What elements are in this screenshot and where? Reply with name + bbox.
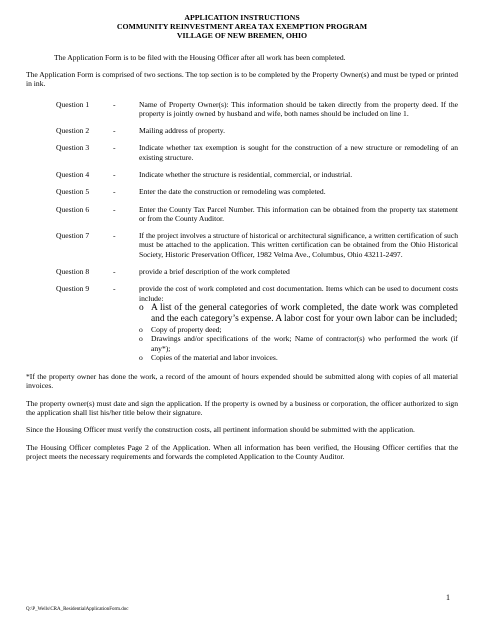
question-label: Question 2 [56,126,90,136]
question-text-9 [139,284,458,362]
question-dash: - [113,143,116,153]
question-dash: - [113,99,116,109]
footer-file-path: Q:\P_Wells\CRA_ResidentialApplicationForm.doc [26,607,129,612]
question-text: provide the cost of work completed and cost documentation. Items which can be used to document costs include: [139,284,458,303]
note-self-work: *If the property owner has done the work, a record of the amount of hours expended should be submitted along with copies of all material invoices. [26,372,458,391]
list-item [139,325,458,334]
question-label: Question 4 [56,169,90,179]
question-label: Question 5 [56,187,90,197]
question-text: Mailing address of property. [139,126,225,136]
question-dash: - [113,231,116,241]
question-label: Question 9 [56,284,90,294]
question-text: Name of Property Owner(s): This information should be taken directly from the property deed. If the property is jointly owned by husband and wife, both names should be included on line 1. [139,99,458,118]
question-row-9 [56,284,458,362]
question-row-5 [56,187,458,196]
question-label: Question 6 [56,204,90,214]
cost-documentation-list [139,303,458,362]
question-label: Question 3 [56,143,90,153]
question-row-1 [56,100,458,119]
question-dash: - [113,169,116,179]
question-row-3 [56,143,458,162]
header-village: VILLAGE OF NEW BREMEN, OHIO [176,31,308,41]
question-dash: - [113,126,116,136]
question-dash: - [113,204,116,214]
questions-list [56,100,458,363]
question-dash: - [113,187,116,197]
bullet-circle-icon: o [139,334,143,344]
intro-paragraph-1: The Application Form is to be filed with the Housing Officer after all work has been completed. [54,52,346,62]
note-signature: The property owner(s) must date and sign the application. If the property is owned by a business or corporation, the officer authorized to sign the application shall list his/her title below their signature. [26,398,458,418]
list-item [139,334,458,353]
question-row-6 [56,205,458,224]
bullet-circle-icon: o [139,302,144,313]
page-number: 1 [446,593,450,602]
question-row-2 [56,126,458,135]
list-item-text: Copies of the material and labor invoices. [151,352,278,362]
question-label: Question 7 [56,231,90,241]
question-text: If the project involves a structure of historical or architectural significance, a written certification of such must be attached to the application. This written certification can be obtained from the Ohio Historical Society, Historic Preservation Officer, 1982 Velma Ave., Columbus, Ohio 43211-2497. [139,231,458,259]
header-title: APPLICATION INSTRUCTIONS [184,13,300,22]
question-row-4 [56,170,458,179]
question-label: Question 8 [56,267,90,277]
intro-paragraph-2: The Application Form is comprised of two sections. The top section is to be completed by the Property Owner(s) and must be typed or printed in ink. [26,69,458,89]
document-header [26,13,458,41]
question-text: Indicate whether tax exemption is sought for the construction of a new structure or remodeling of an existing structure. [139,143,458,162]
question-text: Indicate whether the structure is residential, commercial, or industrial. [139,169,353,179]
list-item-text: Copy of property deed; [151,324,222,334]
question-dash: - [113,284,116,294]
list-item [139,303,458,325]
question-text: provide a brief description of the work completed [139,267,290,277]
note-verification: Since the Housing Officer must verify the construction costs, all pertinent information should be submitted with the application. [26,425,415,435]
question-row-7 [56,231,458,259]
header-program: COMMUNITY REINVESTMENT AREA TAX EXEMPTION PROGRAM [116,22,368,32]
list-item [139,353,458,362]
list-item-text: A list of the general categories of work completed, the date work was completed and the each category’s expense. A labor cost for your own labor can be included; [151,302,458,324]
bullet-circle-icon: o [139,352,143,362]
bullet-circle-icon: o [139,324,143,334]
question-label: Question 1 [56,99,90,109]
document-page [26,13,458,461]
question-row-8 [56,267,458,276]
question-text: Enter the County Tax Parcel Number. This information can be obtained from the property tax statement or from the County Auditor. [139,204,458,223]
question-text: Enter the date the construction or remodeling was completed. [139,187,326,197]
list-item-text: Drawings and/or specifications of the work; Name of contractor(s) who performed the work (if any*); [151,334,458,353]
note-housing-officer: The Housing Officer completes Page 2 of the Application. When all information has been verified, the Housing Officer certifies that the project meets the necessary requirements and forwards the completed Application to the County Auditor. [26,442,458,461]
question-dash: - [113,267,116,277]
